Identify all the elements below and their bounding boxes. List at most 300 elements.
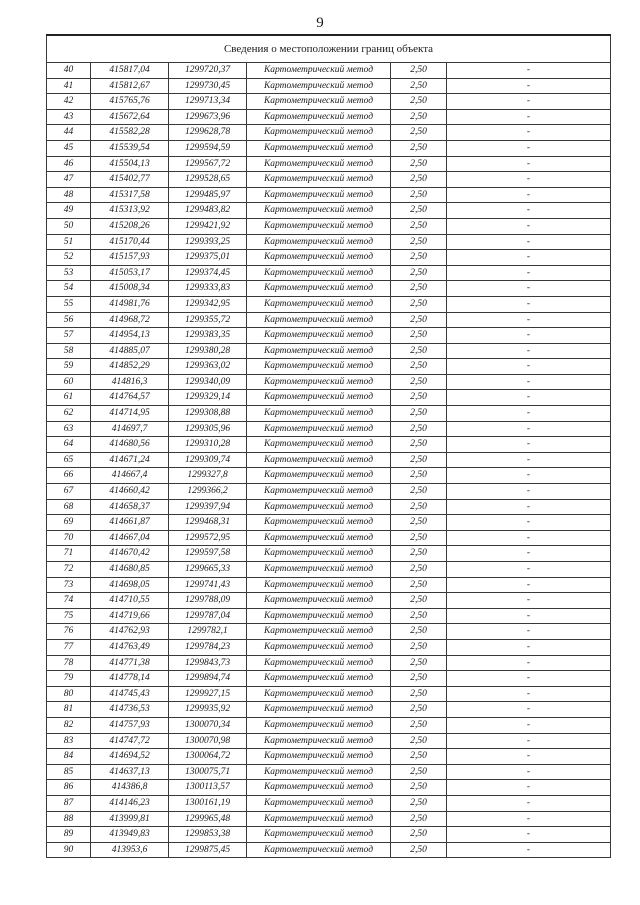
note-cell: - xyxy=(447,795,611,811)
note-cell: - xyxy=(447,312,611,328)
accuracy-cell: 2,50 xyxy=(391,234,447,250)
y-coordinate-cell: 1299784,23 xyxy=(169,639,247,655)
y-coordinate-cell: 1300064,72 xyxy=(169,749,247,765)
point-number-cell: 57 xyxy=(47,328,91,344)
point-number-cell: 82 xyxy=(47,717,91,733)
note-cell: - xyxy=(447,94,611,110)
point-number-cell: 50 xyxy=(47,218,91,234)
table-row xyxy=(47,484,611,500)
accuracy-cell: 2,50 xyxy=(391,639,447,655)
table-row xyxy=(47,437,611,453)
note-cell: - xyxy=(447,250,611,266)
point-number-cell: 71 xyxy=(47,546,91,562)
accuracy-cell: 2,50 xyxy=(391,702,447,718)
x-coordinate-cell: 414698,05 xyxy=(91,577,169,593)
note-cell: - xyxy=(447,624,611,640)
note-cell: - xyxy=(447,281,611,297)
accuracy-cell: 2,50 xyxy=(391,671,447,687)
x-coordinate-cell: 414667,04 xyxy=(91,530,169,546)
page-number: 9 xyxy=(316,15,324,31)
accuracy-cell: 2,50 xyxy=(391,312,447,328)
method-cell: Картометрический метод xyxy=(247,593,391,609)
x-coordinate-cell: 414146,23 xyxy=(91,795,169,811)
point-number-cell: 65 xyxy=(47,452,91,468)
method-cell: Картометрический метод xyxy=(247,608,391,624)
point-number-cell: 78 xyxy=(47,655,91,671)
y-coordinate-cell: 1299853,38 xyxy=(169,827,247,843)
method-cell: Картометрический метод xyxy=(247,265,391,281)
point-number-cell: 53 xyxy=(47,265,91,281)
x-coordinate-cell: 414852,29 xyxy=(91,359,169,375)
accuracy-cell: 2,50 xyxy=(391,780,447,796)
table-row xyxy=(47,671,611,687)
point-number-cell: 61 xyxy=(47,390,91,406)
point-number-cell: 41 xyxy=(47,78,91,94)
y-coordinate-cell: 1299528,65 xyxy=(169,172,247,188)
point-number-cell: 62 xyxy=(47,406,91,422)
note-cell: - xyxy=(447,764,611,780)
y-coordinate-cell: 1299673,96 xyxy=(169,109,247,125)
y-coordinate-cell: 1299485,97 xyxy=(169,187,247,203)
y-coordinate-cell: 1299965,48 xyxy=(169,811,247,827)
method-cell: Картометрический метод xyxy=(247,811,391,827)
y-coordinate-cell: 1300070,34 xyxy=(169,717,247,733)
point-number-cell: 58 xyxy=(47,343,91,359)
y-coordinate-cell: 1299308,88 xyxy=(169,406,247,422)
x-coordinate-cell: 414697,7 xyxy=(91,421,169,437)
x-coordinate-cell: 414661,87 xyxy=(91,515,169,531)
note-cell: - xyxy=(447,546,611,562)
table-row xyxy=(47,78,611,94)
x-coordinate-cell: 415313,92 xyxy=(91,203,169,219)
y-coordinate-cell: 1299787,04 xyxy=(169,608,247,624)
x-coordinate-cell: 413949,83 xyxy=(91,827,169,843)
x-coordinate-cell: 414885,07 xyxy=(91,343,169,359)
note-cell: - xyxy=(447,671,611,687)
y-coordinate-cell: 1299788,09 xyxy=(169,593,247,609)
y-coordinate-cell: 1299380,28 xyxy=(169,343,247,359)
accuracy-cell: 2,50 xyxy=(391,452,447,468)
point-number-cell: 48 xyxy=(47,187,91,203)
method-cell: Картометрический метод xyxy=(247,562,391,578)
note-cell: - xyxy=(447,686,611,702)
y-coordinate-cell: 1299628,78 xyxy=(169,125,247,141)
point-number-cell: 72 xyxy=(47,562,91,578)
y-coordinate-cell: 1299375,01 xyxy=(169,250,247,266)
accuracy-cell: 2,50 xyxy=(391,795,447,811)
y-coordinate-cell: 1299782,1 xyxy=(169,624,247,640)
table-row xyxy=(47,140,611,156)
accuracy-cell: 2,50 xyxy=(391,140,447,156)
note-cell: - xyxy=(447,328,611,344)
point-number-cell: 77 xyxy=(47,639,91,655)
x-coordinate-cell: 415317,58 xyxy=(91,187,169,203)
accuracy-cell: 2,50 xyxy=(391,281,447,297)
note-cell: - xyxy=(447,608,611,624)
note-cell: - xyxy=(447,842,611,858)
point-number-cell: 44 xyxy=(47,125,91,141)
note-cell: - xyxy=(447,827,611,843)
table-row xyxy=(47,109,611,125)
y-coordinate-cell: 1300070,98 xyxy=(169,733,247,749)
accuracy-cell: 2,50 xyxy=(391,484,447,500)
table-row xyxy=(47,842,611,858)
accuracy-cell: 2,50 xyxy=(391,406,447,422)
accuracy-cell: 2,50 xyxy=(391,437,447,453)
point-number-cell: 86 xyxy=(47,780,91,796)
method-cell: Картометрический метод xyxy=(247,515,391,531)
note-cell: - xyxy=(447,109,611,125)
accuracy-cell: 2,50 xyxy=(391,343,447,359)
accuracy-cell: 2,50 xyxy=(391,125,447,141)
accuracy-cell: 2,50 xyxy=(391,94,447,110)
method-cell: Картометрический метод xyxy=(247,374,391,390)
table-row xyxy=(47,827,611,843)
y-coordinate-cell: 1299329,14 xyxy=(169,390,247,406)
accuracy-cell: 2,50 xyxy=(391,250,447,266)
point-number-cell: 54 xyxy=(47,281,91,297)
y-coordinate-cell: 1299421,92 xyxy=(169,218,247,234)
x-coordinate-cell: 414719,66 xyxy=(91,608,169,624)
point-number-cell: 52 xyxy=(47,250,91,266)
note-cell: - xyxy=(447,203,611,219)
y-coordinate-cell: 1299333,83 xyxy=(169,281,247,297)
note-cell: - xyxy=(447,374,611,390)
table-row xyxy=(47,577,611,593)
table-header-row xyxy=(47,35,611,63)
method-cell: Картометрический метод xyxy=(247,203,391,219)
accuracy-cell: 2,50 xyxy=(391,749,447,765)
accuracy-cell: 2,50 xyxy=(391,156,447,172)
x-coordinate-cell: 415053,17 xyxy=(91,265,169,281)
y-coordinate-cell: 1299567,72 xyxy=(169,156,247,172)
table-row xyxy=(47,639,611,655)
method-cell: Картометрический метод xyxy=(247,702,391,718)
x-coordinate-cell: 414763,49 xyxy=(91,639,169,655)
note-cell: - xyxy=(447,780,611,796)
x-coordinate-cell: 415539,54 xyxy=(91,140,169,156)
y-coordinate-cell: 1299894,74 xyxy=(169,671,247,687)
table-row xyxy=(47,281,611,297)
note-cell: - xyxy=(447,437,611,453)
x-coordinate-cell: 414680,85 xyxy=(91,562,169,578)
table-row xyxy=(47,452,611,468)
note-cell: - xyxy=(447,562,611,578)
y-coordinate-cell: 1299374,45 xyxy=(169,265,247,281)
method-cell: Картометрический метод xyxy=(247,359,391,375)
method-cell: Картометрический метод xyxy=(247,655,391,671)
table-row xyxy=(47,250,611,266)
y-coordinate-cell: 1299713,34 xyxy=(169,94,247,110)
y-coordinate-cell: 1299927,15 xyxy=(169,686,247,702)
table-row xyxy=(47,328,611,344)
method-cell: Картометрический метод xyxy=(247,140,391,156)
point-number-cell: 66 xyxy=(47,468,91,484)
accuracy-cell: 2,50 xyxy=(391,717,447,733)
method-cell: Картометрический метод xyxy=(247,639,391,655)
y-coordinate-cell: 1299468,31 xyxy=(169,515,247,531)
accuracy-cell: 2,50 xyxy=(391,624,447,640)
method-cell: Картометрический метод xyxy=(247,484,391,500)
x-coordinate-cell: 414981,76 xyxy=(91,296,169,312)
table-row xyxy=(47,499,611,515)
y-coordinate-cell: 1300161,19 xyxy=(169,795,247,811)
note-cell: - xyxy=(447,749,611,765)
accuracy-cell: 2,50 xyxy=(391,359,447,375)
note-cell: - xyxy=(447,499,611,515)
note-cell: - xyxy=(447,265,611,281)
point-number-cell: 43 xyxy=(47,109,91,125)
point-number-cell: 56 xyxy=(47,312,91,328)
x-coordinate-cell: 414660,42 xyxy=(91,484,169,500)
accuracy-cell: 2,50 xyxy=(391,764,447,780)
x-coordinate-cell: 414816,3 xyxy=(91,374,169,390)
y-coordinate-cell: 1299355,72 xyxy=(169,312,247,328)
method-cell: Картометрический метод xyxy=(247,312,391,328)
y-coordinate-cell: 1299363,02 xyxy=(169,359,247,375)
table-header: Сведения о местоположении границ объекта xyxy=(47,35,611,63)
y-coordinate-cell: 1299342,95 xyxy=(169,296,247,312)
point-number-cell: 45 xyxy=(47,140,91,156)
table-row xyxy=(47,156,611,172)
method-cell: Картометрический метод xyxy=(247,827,391,843)
point-number-cell: 79 xyxy=(47,671,91,687)
x-coordinate-cell: 415504,13 xyxy=(91,156,169,172)
x-coordinate-cell: 414968,72 xyxy=(91,312,169,328)
method-cell: Картометрический метод xyxy=(247,63,391,79)
y-coordinate-cell: 1299597,58 xyxy=(169,546,247,562)
y-coordinate-cell: 1299483,82 xyxy=(169,203,247,219)
x-coordinate-cell: 415765,76 xyxy=(91,94,169,110)
method-cell: Картометрический метод xyxy=(247,577,391,593)
note-cell: - xyxy=(447,733,611,749)
y-coordinate-cell: 1300075,71 xyxy=(169,764,247,780)
point-number-cell: 49 xyxy=(47,203,91,219)
accuracy-cell: 2,50 xyxy=(391,499,447,515)
point-number-cell: 51 xyxy=(47,234,91,250)
accuracy-cell: 2,50 xyxy=(391,328,447,344)
x-coordinate-cell: 415170,44 xyxy=(91,234,169,250)
method-cell: Картометрический метод xyxy=(247,234,391,250)
table-row xyxy=(47,63,611,79)
note-cell: - xyxy=(447,78,611,94)
y-coordinate-cell: 1299572,95 xyxy=(169,530,247,546)
accuracy-cell: 2,50 xyxy=(391,390,447,406)
table-row xyxy=(47,717,611,733)
method-cell: Картометрический метод xyxy=(247,406,391,422)
point-number-cell: 64 xyxy=(47,437,91,453)
accuracy-cell: 2,50 xyxy=(391,577,447,593)
y-coordinate-cell: 1299366,2 xyxy=(169,484,247,500)
x-coordinate-cell: 415817,04 xyxy=(91,63,169,79)
method-cell: Картометрический метод xyxy=(247,250,391,266)
x-coordinate-cell: 415208,26 xyxy=(91,218,169,234)
x-coordinate-cell: 414745,43 xyxy=(91,686,169,702)
note-cell: - xyxy=(447,125,611,141)
x-coordinate-cell: 415157,93 xyxy=(91,250,169,266)
note-cell: - xyxy=(447,296,611,312)
point-number-cell: 42 xyxy=(47,94,91,110)
table-row xyxy=(47,686,611,702)
accuracy-cell: 2,50 xyxy=(391,187,447,203)
y-coordinate-cell: 1299310,28 xyxy=(169,437,247,453)
point-number-cell: 76 xyxy=(47,624,91,640)
point-number-cell: 73 xyxy=(47,577,91,593)
x-coordinate-cell: 415402,77 xyxy=(91,172,169,188)
point-number-cell: 46 xyxy=(47,156,91,172)
table-row xyxy=(47,733,611,749)
table-row xyxy=(47,562,611,578)
y-coordinate-cell: 1300113,57 xyxy=(169,780,247,796)
point-number-cell: 63 xyxy=(47,421,91,437)
x-coordinate-cell: 414671,24 xyxy=(91,452,169,468)
method-cell: Картометрический метод xyxy=(247,421,391,437)
note-cell: - xyxy=(447,140,611,156)
method-cell: Картометрический метод xyxy=(247,749,391,765)
method-cell: Картометрический метод xyxy=(247,733,391,749)
note-cell: - xyxy=(447,218,611,234)
point-number-cell: 70 xyxy=(47,530,91,546)
method-cell: Картометрический метод xyxy=(247,468,391,484)
note-cell: - xyxy=(447,811,611,827)
y-coordinate-cell: 1299327,8 xyxy=(169,468,247,484)
x-coordinate-cell: 414736,53 xyxy=(91,702,169,718)
table-row xyxy=(47,780,611,796)
method-cell: Картометрический метод xyxy=(247,842,391,858)
method-cell: Картометрический метод xyxy=(247,795,391,811)
table-body xyxy=(47,63,611,858)
table-row xyxy=(47,218,611,234)
point-number-cell: 83 xyxy=(47,733,91,749)
method-cell: Картометрический метод xyxy=(247,172,391,188)
method-cell: Картометрический метод xyxy=(247,343,391,359)
point-number-cell: 84 xyxy=(47,749,91,765)
accuracy-cell: 2,50 xyxy=(391,827,447,843)
method-cell: Картометрический метод xyxy=(247,281,391,297)
accuracy-cell: 2,50 xyxy=(391,608,447,624)
point-number-cell: 81 xyxy=(47,702,91,718)
accuracy-cell: 2,50 xyxy=(391,733,447,749)
y-coordinate-cell: 1299843,73 xyxy=(169,655,247,671)
note-cell: - xyxy=(447,639,611,655)
accuracy-cell: 2,50 xyxy=(391,296,447,312)
y-coordinate-cell: 1299741,43 xyxy=(169,577,247,593)
table-row xyxy=(47,125,611,141)
method-cell: Картометрический метод xyxy=(247,328,391,344)
table-row xyxy=(47,390,611,406)
method-cell: Картометрический метод xyxy=(247,78,391,94)
method-cell: Картометрический метод xyxy=(247,296,391,312)
y-coordinate-cell: 1299397,94 xyxy=(169,499,247,515)
table-row xyxy=(47,593,611,609)
point-number-cell: 69 xyxy=(47,515,91,531)
table-row xyxy=(47,172,611,188)
x-coordinate-cell: 414764,57 xyxy=(91,390,169,406)
method-cell: Картометрический метод xyxy=(247,94,391,110)
accuracy-cell: 2,50 xyxy=(391,203,447,219)
table-row xyxy=(47,234,611,250)
table-row xyxy=(47,608,611,624)
accuracy-cell: 2,50 xyxy=(391,842,447,858)
note-cell: - xyxy=(447,187,611,203)
x-coordinate-cell: 415812,67 xyxy=(91,78,169,94)
y-coordinate-cell: 1299935,92 xyxy=(169,702,247,718)
table-row xyxy=(47,374,611,390)
method-cell: Картометрический метод xyxy=(247,187,391,203)
note-cell: - xyxy=(447,530,611,546)
note-cell: - xyxy=(447,234,611,250)
table-row xyxy=(47,515,611,531)
note-cell: - xyxy=(447,406,611,422)
table-row xyxy=(47,702,611,718)
method-cell: Картометрический метод xyxy=(247,780,391,796)
y-coordinate-cell: 1299383,35 xyxy=(169,328,247,344)
accuracy-cell: 2,50 xyxy=(391,374,447,390)
table-row xyxy=(47,265,611,281)
point-number-cell: 40 xyxy=(47,63,91,79)
table-row xyxy=(47,187,611,203)
note-cell: - xyxy=(447,468,611,484)
x-coordinate-cell: 414762,93 xyxy=(91,624,169,640)
method-cell: Картометрический метод xyxy=(247,686,391,702)
x-coordinate-cell: 414778,14 xyxy=(91,671,169,687)
y-coordinate-cell: 1299730,45 xyxy=(169,78,247,94)
table-row xyxy=(47,468,611,484)
accuracy-cell: 2,50 xyxy=(391,218,447,234)
x-coordinate-cell: 415008,34 xyxy=(91,281,169,297)
note-cell: - xyxy=(447,452,611,468)
table-row xyxy=(47,749,611,765)
note-cell: - xyxy=(447,484,611,500)
y-coordinate-cell: 1299720,37 xyxy=(169,63,247,79)
method-cell: Картометрический метод xyxy=(247,717,391,733)
y-coordinate-cell: 1299594,59 xyxy=(169,140,247,156)
table-row xyxy=(47,546,611,562)
x-coordinate-cell: 415672,64 xyxy=(91,109,169,125)
x-coordinate-cell: 414680,56 xyxy=(91,437,169,453)
method-cell: Картометрический метод xyxy=(247,499,391,515)
accuracy-cell: 2,50 xyxy=(391,265,447,281)
table-row xyxy=(47,764,611,780)
accuracy-cell: 2,50 xyxy=(391,530,447,546)
accuracy-cell: 2,50 xyxy=(391,421,447,437)
note-cell: - xyxy=(447,390,611,406)
x-coordinate-cell: 414954,13 xyxy=(91,328,169,344)
note-cell: - xyxy=(447,343,611,359)
x-coordinate-cell: 414694,52 xyxy=(91,749,169,765)
method-cell: Картометрический метод xyxy=(247,109,391,125)
x-coordinate-cell: 414747,72 xyxy=(91,733,169,749)
accuracy-cell: 2,50 xyxy=(391,811,447,827)
table-row xyxy=(47,343,611,359)
method-cell: Картометрический метод xyxy=(247,624,391,640)
x-coordinate-cell: 413999,81 xyxy=(91,811,169,827)
table-row xyxy=(47,811,611,827)
y-coordinate-cell: 1299340,09 xyxy=(169,374,247,390)
point-number-cell: 47 xyxy=(47,172,91,188)
note-cell: - xyxy=(447,702,611,718)
point-number-cell: 74 xyxy=(47,593,91,609)
x-coordinate-cell: 414710,55 xyxy=(91,593,169,609)
y-coordinate-cell: 1299665,33 xyxy=(169,562,247,578)
method-cell: Картометрический метод xyxy=(247,452,391,468)
table-row xyxy=(47,624,611,640)
point-number-cell: 85 xyxy=(47,764,91,780)
y-coordinate-cell: 1299305,96 xyxy=(169,421,247,437)
note-cell: - xyxy=(447,655,611,671)
point-number-cell: 90 xyxy=(47,842,91,858)
x-coordinate-cell: 413953,6 xyxy=(91,842,169,858)
